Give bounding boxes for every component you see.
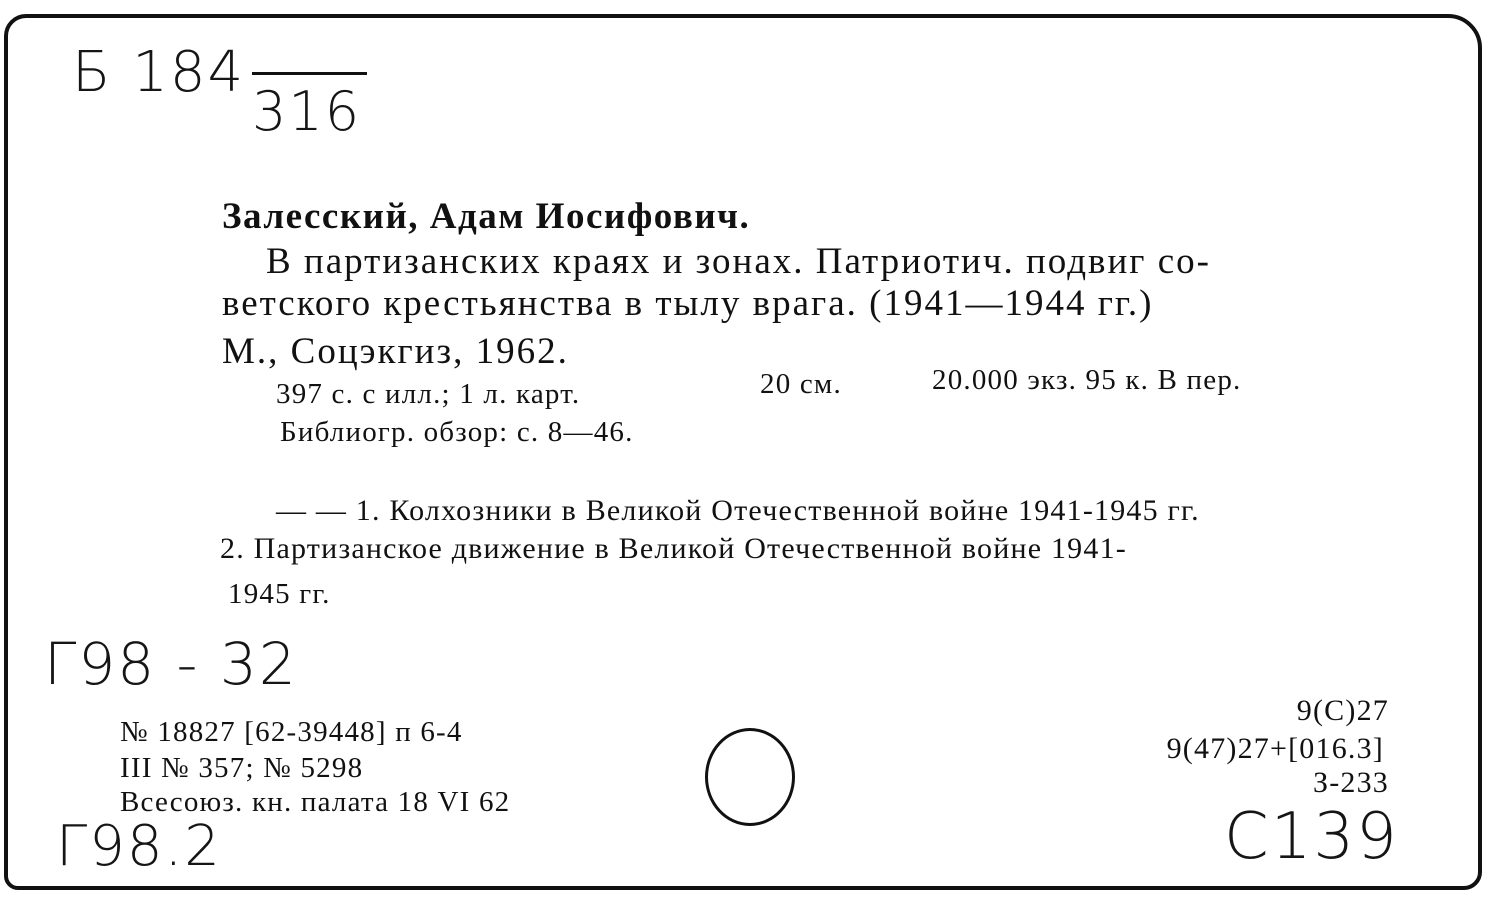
handwritten-shelfmark: Б 184: [72, 40, 246, 105]
title-line-2: ветского крестьянства в тылу врага. (1941—1944 гг.): [222, 283, 1154, 324]
classification-line-3: З-233: [1312, 766, 1389, 799]
handwritten-shelfmark-denominator: 316: [252, 80, 362, 143]
author-heading: Залесский, Адам Иосифович.: [222, 196, 751, 237]
punch-hole-circle: [705, 728, 795, 826]
classification-line-2: 9(47)27+[016.3]: [1166, 732, 1384, 765]
registry-line-3: Всесоюз. кн. палата 18 VI 62: [120, 786, 511, 818]
handwritten-number: Г98 - 32: [44, 630, 298, 698]
subject-line-3: 1945 гг.: [228, 578, 331, 610]
shelfmark-fraction-bar: [252, 72, 367, 75]
handwritten-code: С139: [1224, 800, 1399, 874]
subject-line-2: 2. Партизанское движение в Великой Отечественной войне 1941-: [220, 532, 1127, 565]
subject-line-1: — — 1. Колхозники в Великой Отечественной войне 1941-1945 гг.: [276, 494, 1200, 527]
classification-line-1: 9(С)27: [1296, 694, 1389, 727]
imprint: М., Соцэкгиз, 1962.: [222, 331, 569, 372]
registry-line-1: № 18827 [62-39448] п 6-4: [120, 716, 463, 748]
title-line-1: В партизанских краях и зонах. Патриотич. подвиг со-: [266, 241, 1211, 282]
collation: 397 с. с илл.; 1 л. карт.: [276, 378, 581, 410]
bibliography-note: Библиогр. обзор: с. 8—46.: [280, 416, 634, 448]
size: 20 см.: [760, 368, 842, 400]
registry-line-2: III № 357; № 5298: [120, 752, 364, 784]
copies-price: 20.000 экз. 95 к. В пер.: [932, 364, 1242, 396]
handwritten-call-number: Г98.2: [56, 814, 222, 879]
